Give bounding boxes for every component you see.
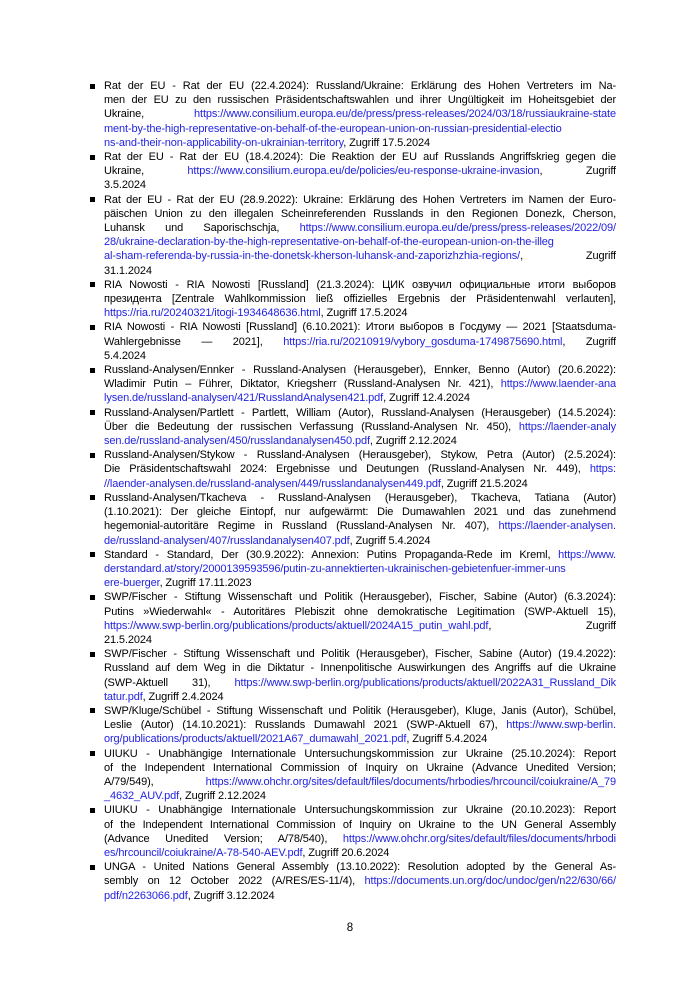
- entry-line: [104, 178, 616, 192]
- entry-line: [104, 519, 616, 533]
- entry-line: [104, 122, 616, 136]
- entry-text: hegemonial-autoritäre Regime in Russland (Russland-Analysen Nr. 407),: [104, 520, 499, 533]
- entry-text: RIA Nowosti - RIA Nowosti [Russland] (6.10.2021): Итоги выборов в Госдуму — 2021 [Staatsduma-: [104, 321, 616, 334]
- hyperlink[interactable]: pdf/n2263066.pdf: [104, 889, 188, 902]
- hyperlink[interactable]: de/russland-analysen/407/russlandanalysen407.pdf: [104, 534, 350, 547]
- entry-text: Wahlergebnisse — 2021],: [104, 335, 284, 348]
- bibliography-entry: [90, 193, 616, 278]
- entry-line: [104, 264, 616, 278]
- bibliography-entry: [90, 406, 616, 449]
- entry-lines: [104, 548, 616, 591]
- entry-text: , Zugriff: [539, 165, 616, 178]
- entry-line: [104, 690, 616, 704]
- entry-line: [104, 420, 616, 434]
- entry-text: UIUKU - Unabhängige Internationale Untersuchungskommission zur Ukraine (20.10.2023): Report: [104, 804, 616, 817]
- page-number: 8: [346, 922, 354, 934]
- hyperlink[interactable]: https://www.consilium.europa.eu/de/press/press-releases/2024/03/18/russiaukraine-state: [194, 108, 616, 121]
- entry-line: [104, 605, 616, 619]
- entry-line: [104, 363, 616, 377]
- entry-lines: [104, 79, 616, 150]
- bullet-square-icon: [90, 865, 95, 870]
- hyperlink[interactable]: https://www.laender-ana: [500, 378, 616, 391]
- entry-text: SWP/Fischer - Stiftung Wissenschaft und Politik (Herausgeber), Fischer, Sabine (Autor) (19.4.2022):: [104, 648, 616, 661]
- entry-lines: [104, 590, 616, 647]
- hyperlink[interactable]: es/hrcouncil/coiukraine/A-78-540-AEV.pdf: [104, 846, 303, 859]
- bullet-square-icon: [90, 552, 95, 557]
- hyperlink[interactable]: https://www.swp-berlin.org/publications/products/aktuell/2024A15_putin_wahl.pdf: [104, 619, 489, 632]
- hyperlink[interactable]: https://www.swp-berlin.org/publications/products/aktuell/2022A31_Russland_Dik: [234, 676, 616, 689]
- entry-text: , Zugriff 5.4.2024: [406, 733, 488, 746]
- entry-text: , Zugriff: [488, 619, 616, 632]
- entry-line: [104, 761, 616, 775]
- hyperlink[interactable]: derstandard.at/story/2000139593596/putin-zu-annektierten-ukrainischen-gebietenfuer-immer-uns: [104, 562, 566, 575]
- entry-text: (SWP-Aktuell 31),: [104, 676, 235, 689]
- hyperlink[interactable]: ment-by-the-high-representative-on-behalf-of-the-european-union-on-russian-presidential-electio: [104, 122, 562, 135]
- entry-line: [104, 619, 616, 633]
- bibliography-entry: [90, 860, 616, 903]
- entry-text: Russland-Analysen/Partlett - Partlett, William (Autor), Russland-Analysen (Herausgeber) (14.5.2024):: [104, 406, 616, 419]
- entry-line: [104, 462, 616, 476]
- entry-line: [104, 704, 616, 718]
- bullet-square-icon: [90, 751, 95, 756]
- hyperlink[interactable]: _4632_AUV.pdf: [104, 790, 180, 803]
- bibliography-entry: [90, 150, 616, 193]
- bullet-square-icon: [90, 368, 95, 373]
- bullet-square-icon: [90, 808, 95, 813]
- entry-line: [104, 860, 616, 874]
- entry-text: SWP/Fischer - Stiftung Wissenschaft und Politik (Herausgeber), Fischer, Sabine (Autor) (6.3.2024):: [104, 591, 616, 604]
- entry-text: men der EU zu den russischen Präsidentschaftswahlen und ihrer Ungültigkeit im Hoheitsgebiet der: [104, 94, 616, 107]
- bullet-square-icon: [90, 155, 95, 160]
- bibliography-entry: [90, 278, 616, 321]
- entry-line: [104, 775, 616, 789]
- entry-line: [104, 221, 616, 235]
- entry-text: of the Independent International Commission of Inquiry on Ukraine to the UN General Assembly: [104, 818, 616, 831]
- entry-line: [104, 732, 616, 746]
- entry-line: [104, 846, 616, 860]
- bullet-square-icon: [90, 595, 95, 600]
- entry-line: [104, 434, 616, 448]
- entry-line: [104, 789, 616, 803]
- entry-text: (1.10.2021): Der gleiche Eintopf, nur aufgewärmt: Die Dumawahlen 2021 und das zunehmend: [104, 506, 616, 519]
- entry-text: Russland auf dem Weg in die Diktatur - Innenpolitische Auswirkungen des Angriffs auf die Ukraine: [104, 662, 616, 675]
- entry-text: , Zugriff 5.4.2024: [349, 534, 431, 547]
- entry-text: 3.5.2024: [104, 179, 146, 192]
- entry-lines: [104, 704, 616, 747]
- entry-line: [104, 548, 616, 562]
- entry-line: [104, 136, 616, 150]
- bibliography-entry: [90, 548, 616, 591]
- entry-line: [104, 278, 616, 292]
- entry-line: [104, 107, 616, 121]
- hyperlink[interactable]: al-sham-referenda-by-russia-in-the-donetsk-kherson-luhansk-and-zaporizhzhia-regions/: [104, 250, 521, 263]
- entry-line: [104, 633, 616, 647]
- entry-line: [104, 193, 616, 207]
- hyperlink[interactable]: https://laender-analy: [518, 420, 616, 433]
- entry-text: , Zugriff 21.5.2024: [440, 477, 528, 490]
- bullet-square-icon: [90, 708, 95, 713]
- entry-line: [104, 576, 616, 590]
- entry-line: [104, 391, 616, 405]
- entry-text: Ukraine,: [104, 108, 195, 121]
- entry-lines: [104, 860, 616, 903]
- entry-line: [104, 803, 616, 817]
- hyperlink[interactable]: org/publications/products/aktuell/2021A67_dumawahl_2021.pdf: [104, 733, 407, 746]
- entry-lines: [104, 647, 616, 704]
- entry-text: Leslie (Autor) (14.10.2021): Russlands Dumawahl 2021 (SWP-Aktuell 67),: [104, 719, 507, 732]
- entry-line: [104, 164, 616, 178]
- bullet-square-icon: [90, 410, 95, 415]
- entry-line: [104, 249, 616, 263]
- entry-text: Luhansk und Saporischschja,: [104, 222, 300, 235]
- entry-text: Standard - Standard, Der (30.9.2022): Annexion: Putins Propaganda-Rede im Kreml,: [104, 548, 559, 561]
- hyperlink[interactable]: ere-buerger: [104, 577, 160, 590]
- entry-line: [104, 889, 616, 903]
- bibliography-entry: [90, 79, 616, 150]
- entry-text: RIA Nowosti - RIA Nowosti [Russland] (21.3.2024): ЦИК озвучил официальные итоги выборов: [104, 278, 616, 291]
- entry-line: [104, 349, 616, 363]
- entry-line: [104, 818, 616, 832]
- entry-line: [104, 406, 616, 420]
- entry-text: , Zugriff 17.11.2023: [159, 577, 252, 590]
- entry-text: Rat der EU - Rat der EU (22.4.2024): Russland/Ukraine: Erklärung des Hohen Vertreters im Na-: [104, 80, 616, 92]
- entry-lines: [104, 278, 616, 321]
- bibliography-entry: [90, 803, 616, 860]
- hyperlink[interactable]: https://www.ohchr.org/sites/default/files/documents/hrbodies/hrcouncil/coiukraine/A_79: [205, 775, 616, 788]
- entry-text: sembly on 12 October 2022 (A/RES/ES-11/4),: [104, 875, 365, 888]
- entry-text: Über die Bedeutung der russischen Verfassung (Russland-Analysen Nr. 450),: [104, 420, 519, 433]
- entry-text: UNGA - United Nations General Assembly (13.10.2022): Resolution adopted by the General As-: [104, 861, 616, 874]
- hyperlink[interactable]: tatur.pdf: [104, 690, 143, 703]
- entry-line: [104, 335, 616, 349]
- entry-line: [104, 79, 616, 93]
- hyperlink[interactable]: https://www.consilium.europa.eu/de/press/press-releases/2022/09/: [299, 222, 616, 235]
- hyperlink[interactable]: https://www.consilium.europa.eu/de/policies/eu-response-ukraine-invasion: [187, 165, 540, 178]
- entry-text: Russland-Analysen/Ennker - Russland-Analysen (Herausgeber), Ennker, Benno (Autor) (20.6.2022):: [104, 364, 616, 377]
- entry-line: [104, 448, 616, 462]
- bibliography-entry: [90, 647, 616, 704]
- entry-text: , Zugriff: [520, 250, 616, 263]
- entry-text: президента [Zentrale Wahlkommission ließ offizielles Ergebnis der Präsidentenwahl verlauten],: [104, 293, 616, 306]
- entry-text: , Zugriff 17.5.2024: [320, 307, 408, 320]
- entry-lines: [104, 150, 616, 193]
- entry-text: SWP/Kluge/Schübel - Stiftung Wissenschaft und Politik (Herausgeber), Kluge, Janis (Autor), Schübel,: [104, 704, 616, 717]
- entry-line: [104, 647, 616, 661]
- hyperlink[interactable]: https://www.ohchr.org/sites/default/files/documents/hrbodi: [342, 832, 616, 845]
- entry-text: , Zugriff 17.5.2024: [343, 136, 431, 149]
- entry-text: , Zugriff 12.4.2024: [383, 392, 470, 405]
- bibliography-entry: [90, 448, 616, 491]
- entry-text: 31.1.2024: [104, 264, 152, 277]
- bullet-square-icon: [90, 453, 95, 458]
- entry-text: UIUKU - Unabhängige Internationale Untersuchungskommission zur Ukraine (25.10.2024): Report: [104, 747, 616, 760]
- hyperlink[interactable]: sen.de/russland-analysen/450/russlandanalysen450.pdf: [104, 435, 370, 448]
- entry-line: [104, 235, 616, 249]
- entry-text: 5.4.2024: [104, 349, 146, 362]
- hyperlink[interactable]: ns-and-their-non-applicability-on-ukrainian-territory: [104, 136, 344, 149]
- entry-lines: [104, 448, 616, 491]
- entry-text: Rat der EU - Rat der EU (18.4.2024): Die Reaktion der EU auf Russlands Angriffskrieg gegen die: [104, 151, 616, 164]
- entry-line: [104, 377, 616, 391]
- entry-line: [104, 150, 616, 164]
- entry-text: Ukraine,: [104, 165, 188, 178]
- hyperlink[interactable]: https://www.: [558, 548, 616, 561]
- hyperlink[interactable]: //laender-analysen.de/russland-analysen/449/russlandanalysen449.pdf: [104, 477, 441, 490]
- entry-text: Putins »Wiederwahl« - Autoritäres Plebiszit ohne demokratische Legitimation (SWP-Aktuell 15),: [104, 605, 616, 618]
- entry-text: A/79/549),: [104, 775, 206, 788]
- entry-line: [104, 562, 616, 576]
- entry-line: [104, 292, 616, 306]
- entry-text: , Zugriff 20.6.2024: [302, 846, 390, 859]
- entry-line: [104, 676, 616, 690]
- entry-line: [104, 718, 616, 732]
- bibliography-entry: [90, 320, 616, 363]
- entry-text: Rat der EU - Rat der EU (28.9.2022): Ukraine: Erklärung des Hohen Vertreters im Namen der Euro-: [104, 193, 616, 206]
- entry-text: , Zugriff 2.12.2024: [369, 435, 457, 448]
- bullet-square-icon: [90, 197, 95, 202]
- entry-text: , Zugriff 3.12.2024: [187, 889, 275, 902]
- entry-lines: [104, 747, 616, 804]
- entry-lines: [104, 406, 616, 449]
- entry-lines: [104, 803, 616, 860]
- entry-lines: [104, 320, 616, 363]
- hyperlink[interactable]: https://www.swp-berlin.: [506, 719, 616, 732]
- entry-line: [104, 590, 616, 604]
- bibliography-list: [90, 79, 616, 903]
- entry-text: Russland-Analysen/Tkacheva - Russland-Analysen (Herausgeber), Tkacheva, Tatiana (Autor): [104, 491, 616, 504]
- entry-line: [104, 491, 616, 505]
- hyperlink[interactable]: https://documents.un.org/doc/undoc/gen/n22/630/66/: [364, 875, 616, 888]
- entry-line: [104, 505, 616, 519]
- hyperlink[interactable]: lysen.de/russland-analysen/421/RusslandAnalysen421.pdf: [104, 392, 384, 405]
- entry-text: , Zugriff: [562, 335, 616, 348]
- entry-line: [104, 661, 616, 675]
- hyperlink[interactable]: https:: [589, 463, 616, 476]
- entry-text: Russland-Analysen/Stykow - Russland-Analysen (Herausgeber), Stykow, Petra (Autor) (2.5.2024):: [104, 449, 616, 462]
- entry-text: päischen Union zu den illegalen Scheinreferenden Russlands in den Regionen Donezk, Cherson,: [104, 207, 616, 220]
- entry-line: [104, 832, 616, 846]
- entry-text: of the Independent International Commission of Inquiry on Ukraine (Advance Unedited Version;: [104, 761, 616, 774]
- hyperlink[interactable]: https://ria.ru/20240321/itogi-1934648636.html: [104, 307, 321, 320]
- bullet-square-icon: [90, 325, 95, 330]
- entry-line: [104, 93, 616, 107]
- bibliography-entry: [90, 363, 616, 406]
- entry-text: , Zugriff 2.12.2024: [179, 790, 266, 803]
- entry-text: Die Präsidentschaftswahl 2024: Ergebnisse und Deutungen (Russland-Analysen Nr. 449),: [104, 463, 590, 476]
- entry-lines: [104, 491, 616, 548]
- hyperlink[interactable]: https://ria.ru/20210919/vybory_gosduma-1749875690.html: [283, 335, 563, 348]
- bullet-square-icon: [90, 282, 95, 287]
- entry-line: [104, 477, 616, 491]
- bibliography-entry: [90, 704, 616, 747]
- bullet-square-icon: [90, 495, 95, 500]
- entry-text: (Advance Unedited Version; A/78/540),: [104, 832, 343, 845]
- hyperlink[interactable]: 28/ukraine-declaration-by-the-high-representative-on-behalf-of-the-european-union-on-the-illeg: [104, 236, 554, 249]
- bibliography-entry: [90, 747, 616, 804]
- bullet-square-icon: [90, 84, 95, 89]
- entry-line: [104, 874, 616, 888]
- bibliography-entry: [90, 590, 616, 647]
- entry-lines: [104, 363, 616, 406]
- bibliography-entry: [90, 491, 616, 548]
- entry-line: [104, 747, 616, 761]
- entry-text: , Zugriff 2.4.2024: [142, 690, 224, 703]
- entry-text: 21.5.2024: [104, 633, 152, 646]
- hyperlink[interactable]: https://laender-analysen.: [498, 520, 616, 533]
- bullet-square-icon: [90, 652, 95, 657]
- entry-line: [104, 320, 616, 334]
- entry-line: [104, 306, 616, 320]
- entry-lines: [104, 193, 616, 278]
- entry-text: Wladimir Putin – Führer, Diktator, Kriegsherr (Russland-Analysen Nr. 421),: [104, 378, 501, 391]
- entry-line: [104, 534, 616, 548]
- entry-line: [104, 207, 616, 221]
